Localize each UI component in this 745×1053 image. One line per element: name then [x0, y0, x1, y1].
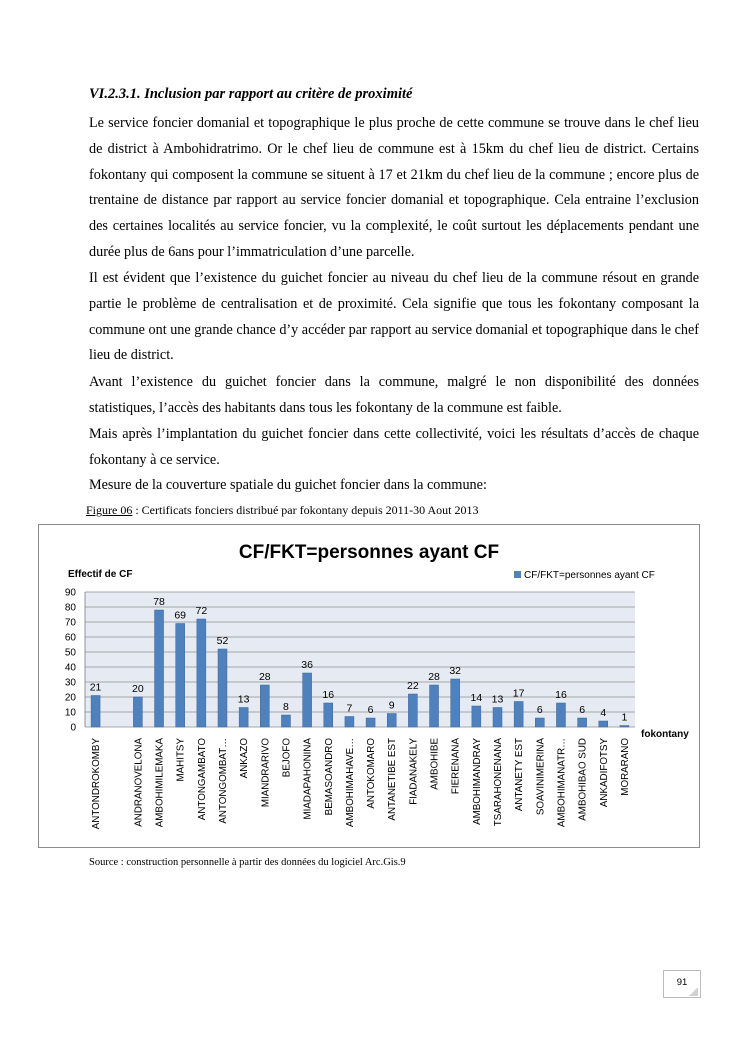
data-label: 72: [195, 605, 208, 617]
figure-label: Figure 06: [86, 503, 133, 517]
x-tick-label: ANKADIFOTSY: [598, 738, 610, 808]
bar: [535, 718, 544, 727]
x-tick-label: MAHITSY: [175, 738, 187, 782]
data-label: 1: [621, 711, 628, 724]
x-tick-label: MORARANO: [619, 738, 631, 796]
data-label: 13: [237, 693, 250, 706]
x-tick-label: ANTOKOMARO: [366, 738, 378, 809]
data-label: 28: [258, 671, 271, 683]
bar: [620, 726, 629, 728]
bar-chart-svg: [39, 525, 699, 847]
bar: [408, 694, 417, 727]
data-label: 4: [600, 707, 607, 719]
data-label: 14: [470, 692, 483, 704]
data-label: 6: [367, 704, 374, 716]
y-tick-label: 50: [64, 647, 76, 659]
section-heading: VI.2.3.1. Inclusion par rapport au critère de proximité: [89, 86, 413, 102]
data-label: 16: [322, 689, 335, 701]
data-label: 32: [449, 665, 462, 677]
paragraph-2: Il est évident que l’existence du guichet foncier au niveau du chef lieu de la commune résout en grande partie le problème de centralisation et de proximité. Cela signifie que tous les fokontany composant la commune ont une grande chance d’y accéder par rapport au service domanial et topographique dans le chef lieu de district.: [89, 270, 699, 364]
data-label: 22: [407, 680, 419, 692]
y-tick-label: 20: [64, 692, 76, 704]
x-tick-label: AMBOHIBE: [429, 738, 441, 790]
x-tick-label: AMBOHIBAO SUD: [577, 738, 589, 821]
bar: [493, 708, 502, 728]
x-tick-label: ANTONGOMBAT…: [218, 738, 229, 824]
bar: [387, 714, 396, 728]
x-tick-label: AMBOHIMAHAVE…: [344, 738, 356, 828]
paragraph-3: Avant l’existence du guichet foncier dans la commune, malgré le non disponibilité des données statistiques, l’accès des habitants dans tous les fokontany de la commune est faible.: [89, 374, 699, 416]
bar: [366, 718, 375, 727]
chart-title: CF/FKT=personnes ayant CF: [238, 542, 500, 563]
y-tick-label: 0: [70, 722, 76, 734]
x-tick-label: BEJOFO: [281, 738, 293, 778]
x-tick-label: FIERENANA: [450, 738, 462, 795]
plot-area: [85, 592, 635, 727]
bar: [91, 696, 100, 728]
bar: [556, 703, 565, 727]
x-tick-label: MIADAPAHONINA: [302, 738, 314, 820]
x-tick-label: ANTANETY EST: [514, 738, 526, 812]
x-tick-label: AMBOHIMANDRAY: [471, 738, 483, 825]
y-tick-label: 90: [64, 587, 76, 599]
data-label: 9: [388, 699, 395, 712]
bar: [345, 717, 354, 728]
bar: [303, 673, 312, 727]
y-tick-label: 30: [64, 677, 76, 689]
paragraph-5: Mesure de la couverture spatiale du guichet foncier dans la commune:: [89, 477, 487, 493]
legend-swatch: [514, 571, 521, 578]
data-label: 21: [89, 681, 102, 694]
y-tick-label: 70: [64, 617, 76, 629]
legend-label: CF/FKT=personnes ayant CF: [524, 570, 655, 581]
y-tick-label: 10: [64, 707, 76, 719]
x-tick-label: SOAVINIMERINA: [535, 738, 547, 816]
figure-caption-text: : Certificats fonciers distribué par fokontany depuis 2011-30 Aout 2013: [132, 503, 479, 517]
y-tick-label: 60: [64, 632, 76, 644]
bar: [514, 702, 523, 728]
y-tick-label: 40: [64, 662, 76, 674]
x-tick-label: ANTONDROKOMBY: [91, 738, 103, 830]
data-label: 16: [555, 689, 567, 701]
data-label: 7: [346, 702, 353, 715]
paragraph-1: Le service foncier domanial et topographique le plus proche de cette commune se trouve dans le chef lieu de district à Ambohidratrimo. Or le chef lieu de commune est à 15km du chef lieu de district. Certains fokontany qui composent la commune se situent à 17 et 21km du chef lieu de la commune ; encore plus de trentaine de distance par rapport au service foncier domanial et topographique. Cela entraine l’exclusion des certaines localités au service foncier, vu la complexité, le coût surtout les déplacements pendant une durée plus de 6ans pour l’immatriculation d’une parcelle.: [89, 115, 699, 260]
bar: [176, 624, 185, 728]
bar: [430, 685, 439, 727]
page-corner-fold: [688, 988, 698, 996]
bar-chart: [38, 524, 700, 848]
data-label: 20: [132, 683, 144, 695]
x-tick-label: TSARAHONENANA: [493, 738, 504, 827]
bar: [197, 619, 206, 727]
x-tick-label: ANTANETIBE EST: [387, 738, 399, 821]
bar: [218, 649, 227, 727]
bar: [133, 697, 142, 727]
figure-source: Source : construction personnelle à partir des données du logiciel Arc.Gis.9: [89, 857, 406, 868]
x-tick-label: AMBOHIMILEMAKA: [154, 738, 166, 828]
x-tick-label: AMBOHIMANATR…: [556, 738, 568, 828]
data-label: 6: [536, 704, 543, 716]
data-label: 78: [153, 596, 165, 608]
paragraph-4: Mais après l’implantation du guichet foncier dans cette collectivité, voici les résultats d’accès de chaque fokontany à ce service.: [89, 426, 699, 468]
x-tick-label: ANDRANOVELONA: [133, 738, 145, 827]
y-axis-label: Effectif de CF: [68, 569, 133, 580]
data-label: 28: [428, 671, 440, 683]
data-label: 17: [512, 687, 525, 700]
bar: [472, 706, 481, 727]
x-axis-label: fokontany: [641, 729, 689, 740]
y-tick-label: 80: [64, 602, 76, 614]
bar: [599, 721, 608, 727]
x-tick-label: ANTONGAMBATO: [196, 738, 208, 821]
data-label: 52: [216, 635, 229, 647]
bar: [451, 679, 460, 727]
data-label: 13: [491, 693, 504, 706]
bar: [239, 708, 248, 728]
page-number: 91: [663, 970, 701, 998]
bar: [260, 685, 269, 727]
x-tick-label: FIADANAKELY: [408, 738, 420, 805]
data-label: 36: [301, 659, 313, 671]
x-tick-label: ANKAZO: [239, 738, 251, 779]
data-label: 8: [283, 701, 289, 713]
x-tick-label: MIANDRARIVO: [260, 738, 272, 808]
bar: [281, 715, 290, 727]
x-tick-label: BEMASOANDRO: [323, 738, 335, 816]
bar: [155, 610, 164, 727]
bar: [324, 703, 333, 727]
data-label: 6: [579, 704, 586, 716]
bar: [578, 718, 587, 727]
figure-caption: [86, 503, 479, 518]
data-label: 69: [174, 609, 187, 622]
